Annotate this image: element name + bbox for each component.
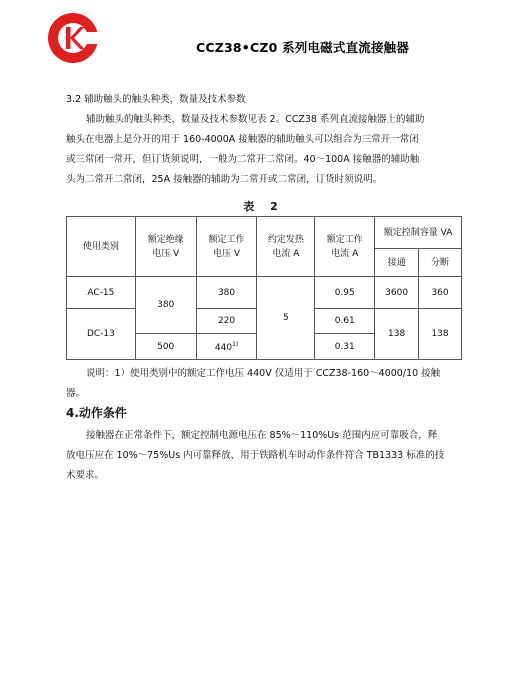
cell-current-095: 0.95: [315, 277, 375, 309]
cell-voltage-220: 220: [196, 309, 257, 334]
cell-insulation-500: 500: [135, 334, 196, 360]
table-note-cont: 器。: [66, 388, 86, 399]
header-break: 分断: [419, 249, 462, 277]
table-note: 说明：1）使用类别中的额定工作电压 440V 仅适用于 CCZ38-160～4000/10 接触: [86, 368, 441, 379]
cell-current-031: 0.31: [315, 334, 375, 360]
cell-voltage-440: 440$^{1)}$: [196, 334, 257, 360]
document-title: CCZ38•CZ0 系列电磁式直流接触器: [196, 40, 410, 55]
footnote-marker: 1): [232, 341, 239, 348]
company-logo-icon: [47, 12, 99, 64]
parameter-table: [66, 216, 462, 360]
paragraph-line: 头为二常开二常闭，25A 接触器的辅助为二常开或二常闭，订货时须说明。: [66, 174, 383, 185]
section-3-2-heading: 3.2 辅助触头的触头种类，数量及技术参数: [66, 94, 246, 105]
table-caption: 表 2: [243, 200, 284, 213]
cell-dc13: DC-13: [67, 309, 136, 360]
header-working-voltage: 额定工作 电压 V: [196, 217, 257, 277]
cell-thermal-current: 5: [257, 277, 315, 360]
cell-make-ac: 3600: [375, 277, 419, 309]
header-insulation-voltage: 额定绝缘 电压 V: [135, 217, 196, 277]
cell-insulation-380: 380: [135, 277, 196, 334]
paragraph-line: 辅助触头的触头种类，数量及技术参数见表 2。CCZ38 系列直流接触器上的辅助: [86, 114, 425, 125]
section-4-heading: 4.动作条件: [66, 406, 127, 420]
cell-break-ac: 360: [419, 277, 462, 309]
header-working-current: 额定工作 电流 A: [315, 217, 375, 277]
paragraph-line: 放电压应在 10%～75%Us 内可靠释放，用于铁路机车时动作条件符合 TB1333 标准的技: [66, 450, 445, 461]
paragraph-line: 术要求。: [66, 470, 105, 481]
paragraph-line: 接触器在正常条件下，额定控制电源电压在 85%～110%Us 范围内应可靠吸合，释: [86, 430, 438, 441]
cell-make-dc: 138: [375, 309, 419, 360]
cell-current-061: 0.61: [315, 309, 375, 334]
header-usage: 使用类别: [67, 217, 136, 277]
cell-ac15: AC-15: [67, 277, 136, 309]
header-control-capacity: 额定控制容量 VA: [375, 217, 462, 249]
header-make: 接通: [375, 249, 419, 277]
paragraph-line: 触头在电器上是分开的用于 160-4000A 接触器的辅助触头可以组合为三常开一常闭: [66, 134, 419, 145]
header-thermal-current: 约定发热 电流 A: [257, 217, 315, 277]
cell-break-dc: 138: [419, 309, 462, 360]
cell-voltage-380: 380: [196, 277, 257, 309]
paragraph-line: 或三常闭一常开，但订货须说明，一般为二常开二常闭。40～100A 接触器的辅助触: [66, 154, 420, 165]
